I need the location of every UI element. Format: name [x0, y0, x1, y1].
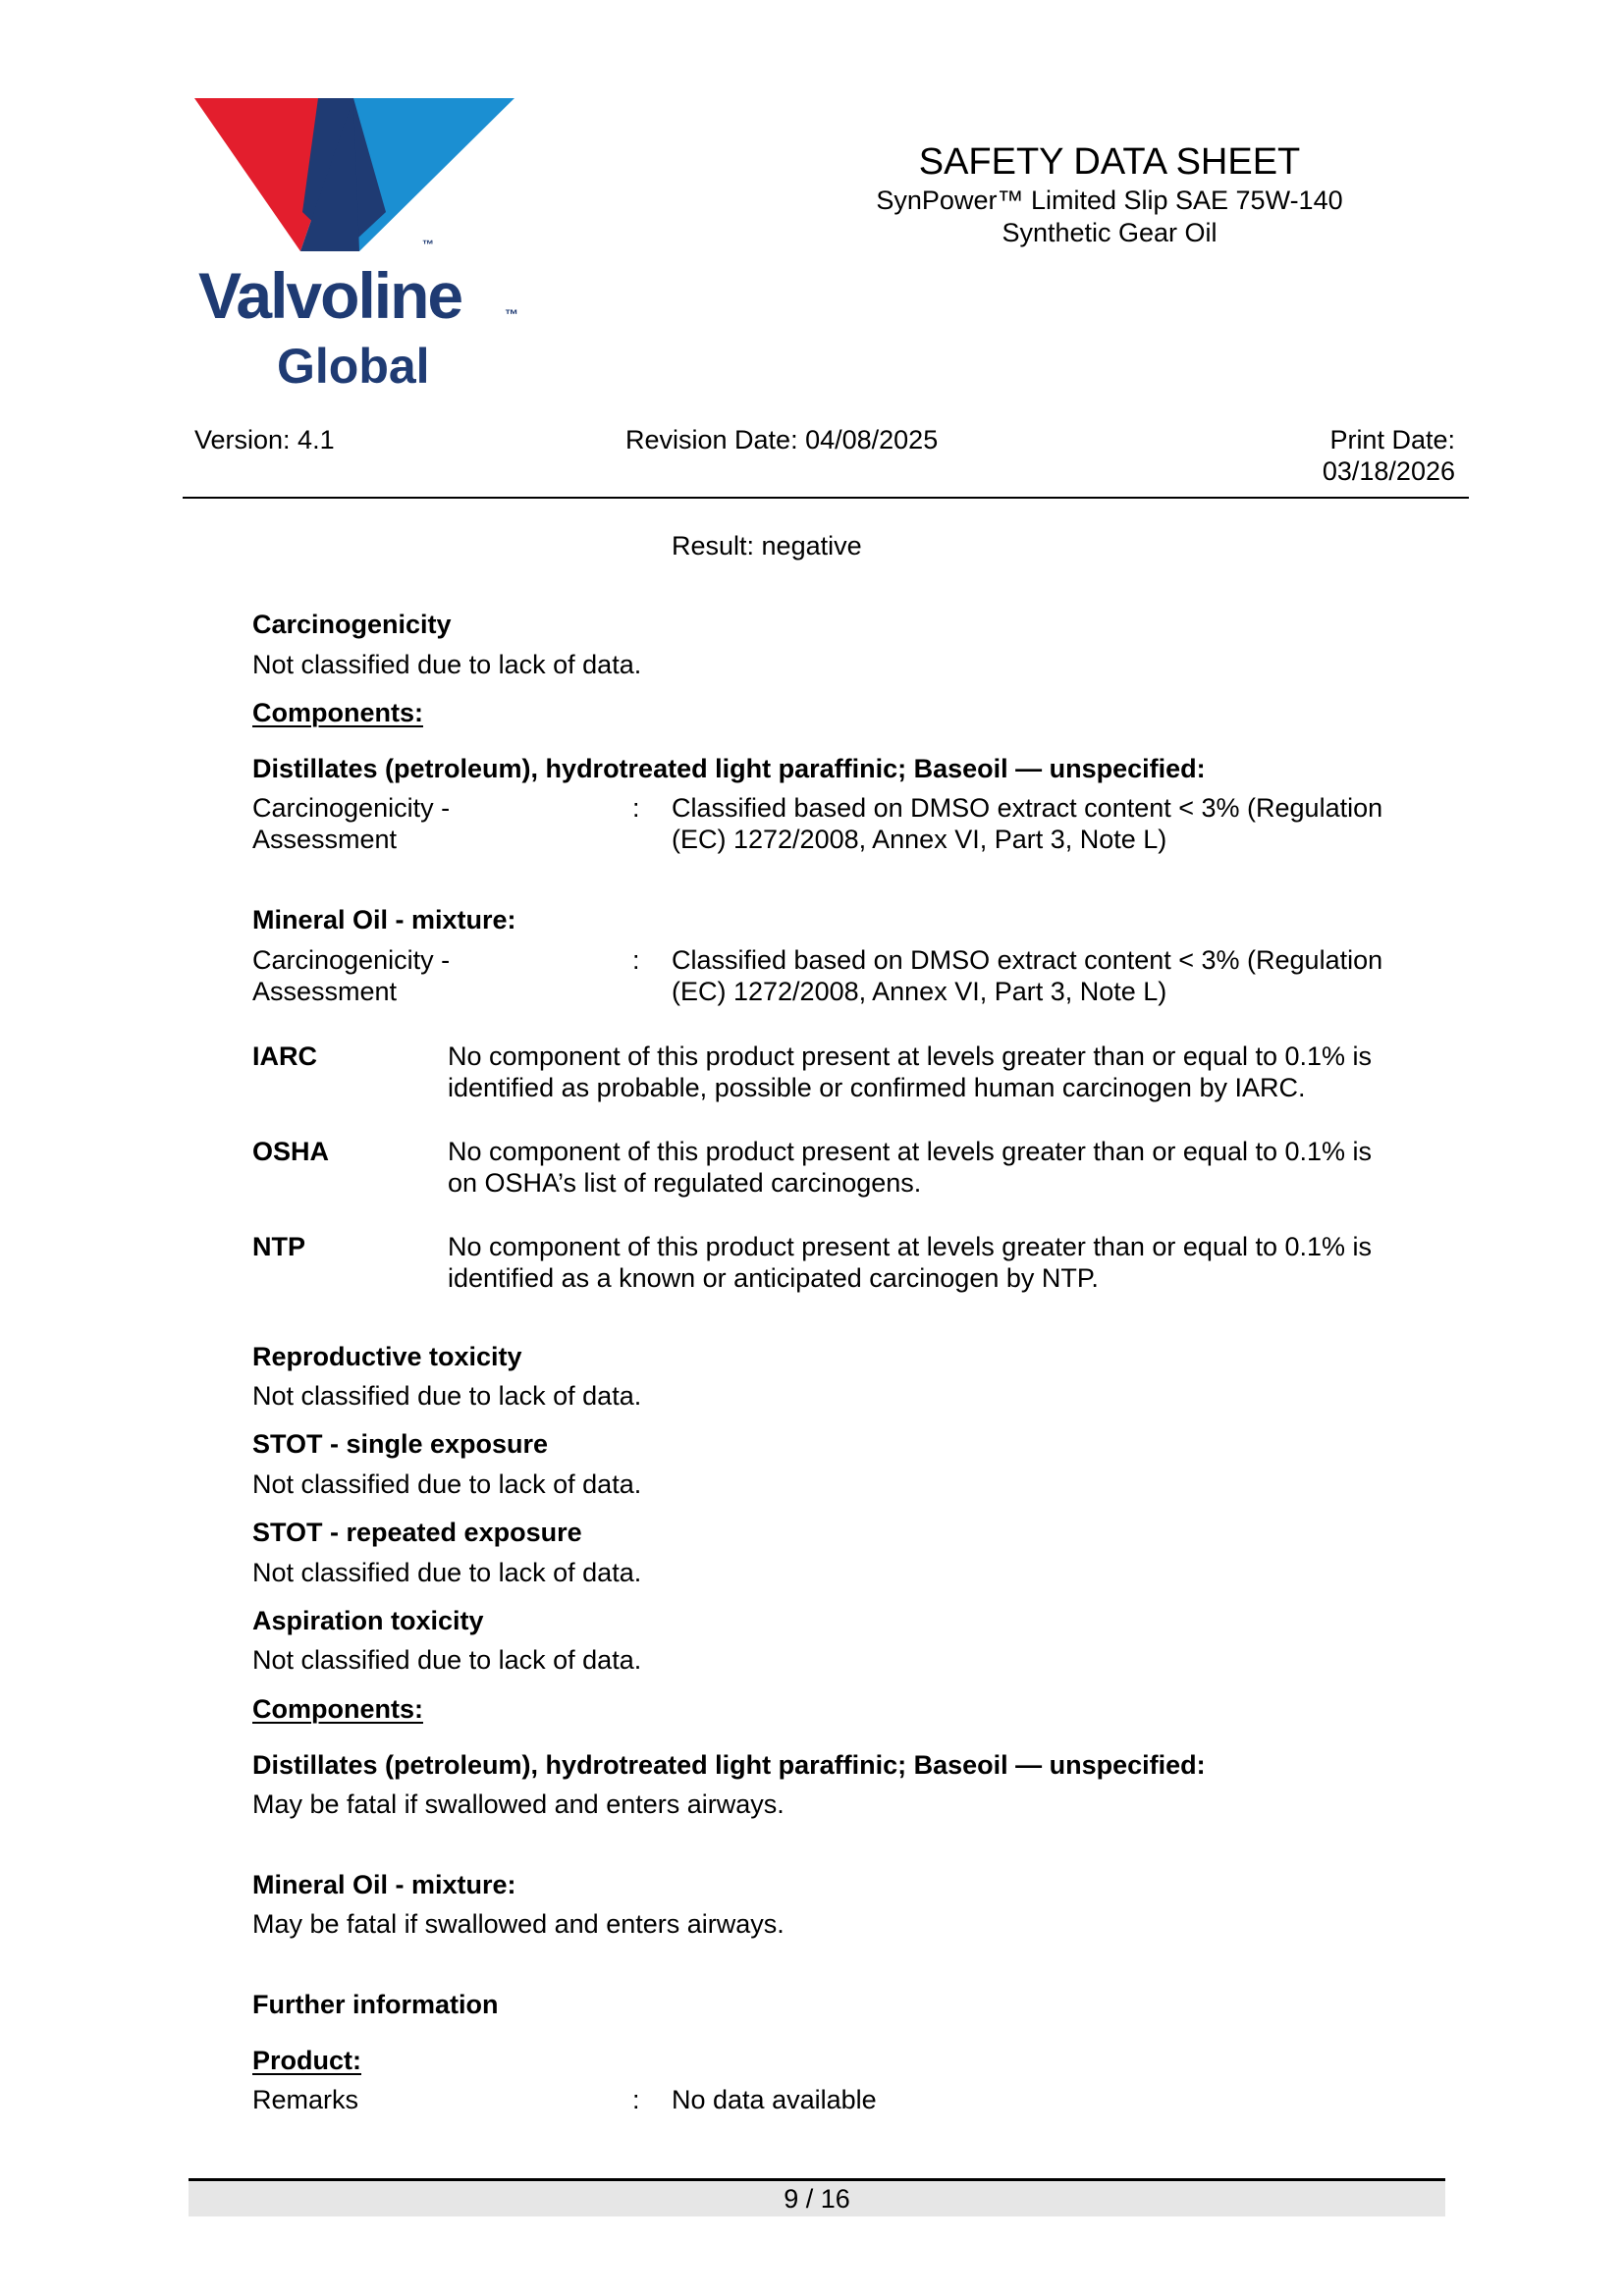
asp-component-2-name: Mineral Oil - mixture:: [252, 1870, 516, 1899]
brand-subname: Global: [277, 339, 430, 394]
agency-ntp-line1: No component of this product present at levels greater than or equal to 0.1% is: [448, 1232, 1373, 1261]
carc-component-1-colon: :: [632, 793, 640, 823]
stot-single-heading: STOT - single exposure: [252, 1429, 549, 1459]
remarks-value: No data available: [672, 2085, 877, 2114]
carc-component-1-label-line1: Carcinogenicity -: [252, 793, 451, 823]
agency-ntp-line2: identified as a known or anticipated carcinogen by NTP.: [448, 1263, 1099, 1293]
aspiration-toxicity-heading: Aspiration toxicity: [252, 1606, 484, 1635]
product-name-line1: SynPower™ Limited Slip SAE 75W-140: [876, 186, 1343, 215]
asp-component-1-text: May be fatal if swallowed and enters airways.: [252, 1789, 785, 1819]
carcinogenicity-text: Not classified due to lack of data.: [252, 650, 642, 679]
carc-component-1-label-line2: Assessment: [252, 825, 398, 854]
remarks-colon: :: [632, 2085, 640, 2114]
footer-divider: [189, 2178, 1445, 2181]
version: Version: 4.1: [194, 425, 335, 454]
document-title: SAFETY DATA SHEET: [918, 141, 1301, 183]
print-date-value: 03/18/2026: [1322, 456, 1455, 486]
carc-component-1-name: Distillates (petroleum), hydrotreated light paraffinic; Baseoil — unspecified:: [252, 754, 1206, 783]
further-information-heading: Further information: [252, 1990, 499, 2019]
brand-tm: ™: [505, 306, 518, 322]
remarks-label: Remarks: [252, 2085, 359, 2114]
carc-component-2-colon: :: [632, 945, 640, 975]
product-label: Product:: [252, 2046, 361, 2075]
carcinogenicity-heading: Carcinogenicity: [252, 610, 452, 639]
asp-component-2-text: May be fatal if swallowed and enters airways.: [252, 1909, 785, 1939]
brand-name: Valvoline: [198, 259, 462, 332]
carc-component-2-label-line2: Assessment: [252, 977, 398, 1006]
revision-date: Revision Date: 04/08/2025: [625, 425, 939, 454]
agency-ntp-name: NTP: [252, 1232, 305, 1261]
aspiration-toxicity-text: Not classified due to lack of data.: [252, 1645, 642, 1675]
aspiration-components-label: Components:: [252, 1694, 423, 1724]
product-name-line2: Synthetic Gear Oil: [1001, 218, 1218, 247]
carc-component-1-value-line2: (EC) 1272/2008, Annex VI, Part 3, Note L): [672, 825, 1167, 854]
agency-iarc-line1: No component of this product present at levels greater than or equal to 0.1% is: [448, 1041, 1373, 1071]
header-divider: [183, 497, 1469, 499]
carc-component-1-value-line1: Classified based on DMSO extract content < 3% (Regulation: [672, 793, 1383, 823]
valvoline-global-logo: [194, 94, 528, 400]
agency-iarc-line2: identified as probable, possible or confirmed human carcinogen by IARC.: [448, 1073, 1306, 1102]
stot-repeated-text: Not classified due to lack of data.: [252, 1558, 642, 1587]
agency-osha-line2: on OSHA’s list of regulated carcinogens.: [448, 1168, 922, 1198]
reproductive-toxicity-heading: Reproductive toxicity: [252, 1342, 522, 1371]
brand-tm-small: ™: [422, 238, 434, 251]
carcinogenicity-components-label: Components:: [252, 698, 423, 727]
result-line: Result: negative: [672, 531, 862, 561]
agency-osha-name: OSHA: [252, 1137, 330, 1166]
page-number: 9 / 16: [784, 2184, 850, 2214]
stot-single-text: Not classified due to lack of data.: [252, 1469, 642, 1499]
carc-component-2-label-line1: Carcinogenicity -: [252, 945, 451, 975]
stot-repeated-heading: STOT - repeated exposure: [252, 1518, 582, 1547]
reproductive-toxicity-text: Not classified due to lack of data.: [252, 1381, 642, 1411]
carc-component-2-value-line1: Classified based on DMSO extract content < 3% (Regulation: [672, 945, 1383, 975]
carc-component-2-value-line2: (EC) 1272/2008, Annex VI, Part 3, Note L): [672, 977, 1167, 1006]
carc-component-2-name: Mineral Oil - mixture:: [252, 905, 516, 934]
agency-osha-line1: No component of this product present at levels greater than or equal to 0.1% is: [448, 1137, 1373, 1166]
agency-iarc-name: IARC: [252, 1041, 317, 1071]
asp-component-1-name: Distillates (petroleum), hydrotreated light paraffinic; Baseoil — unspecified:: [252, 1750, 1206, 1780]
print-date-label: Print Date:: [1329, 425, 1455, 454]
